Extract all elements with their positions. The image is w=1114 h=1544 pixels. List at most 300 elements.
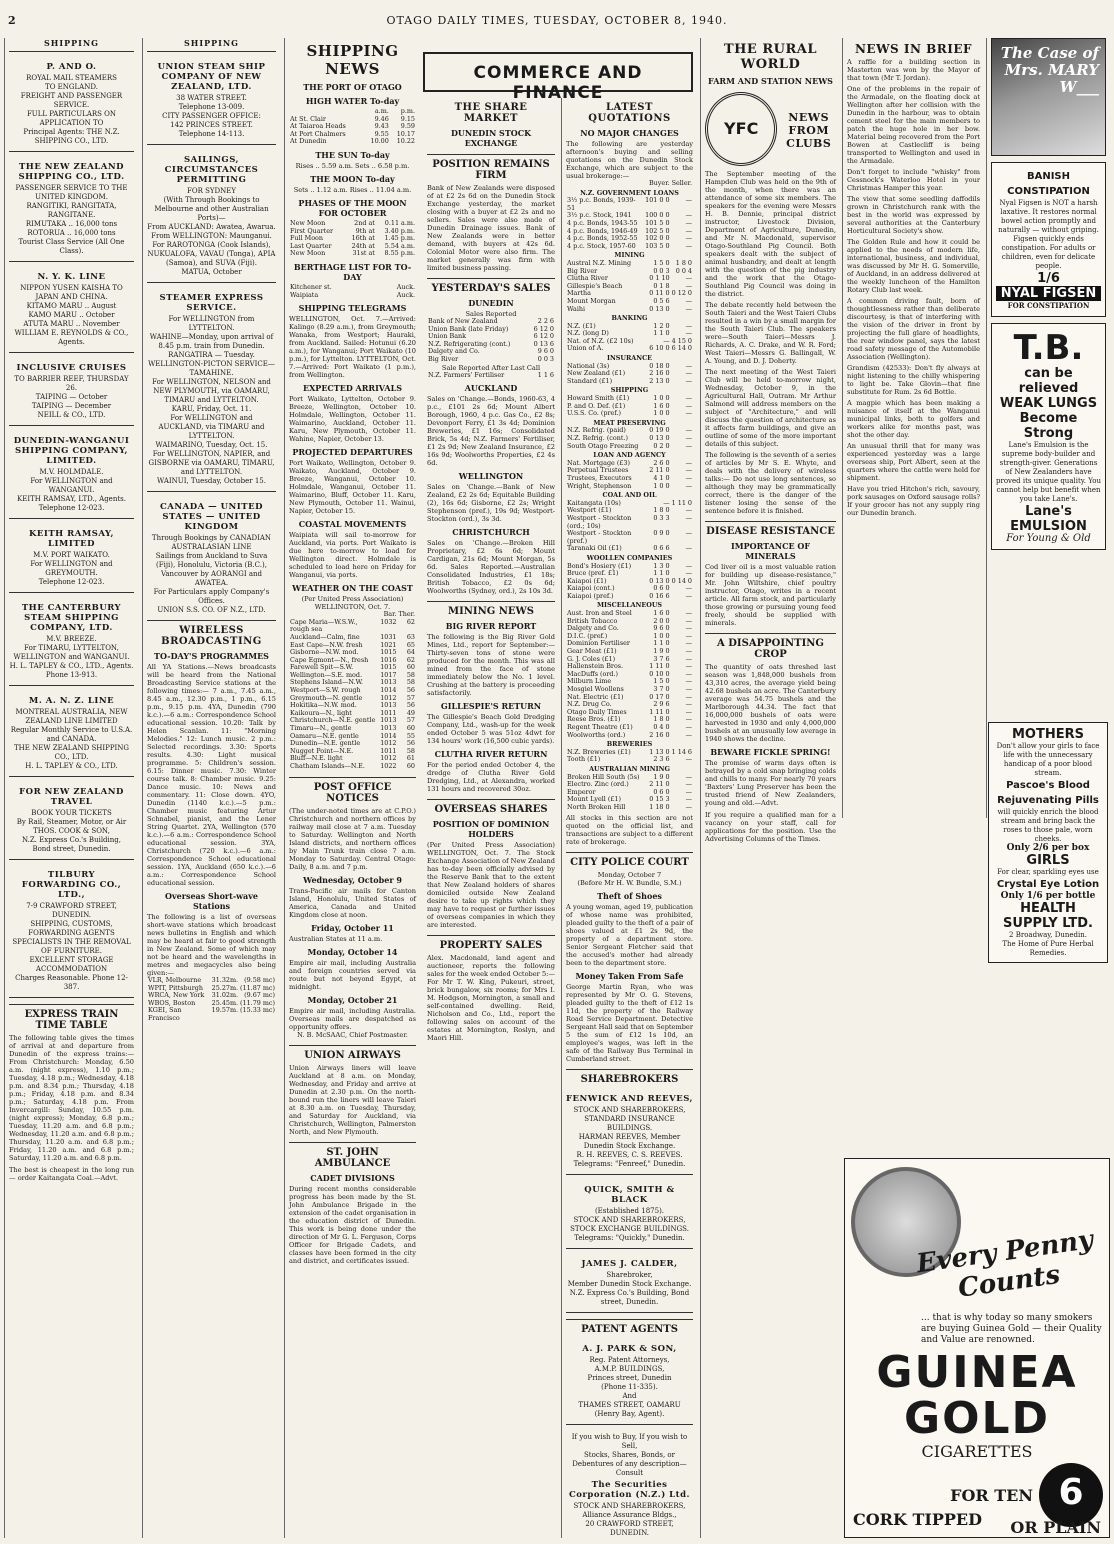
quote-cell: Nat. of N.Z. (£2 10s)	[567, 336, 634, 345]
mothers-text: Don't allow your girls to face life with the unnecessary handicap of a poor blood stream.	[996, 742, 1100, 777]
table-cell: 63	[406, 632, 415, 641]
ad-line: For WELLINGTON from LYTTELTON.	[168, 315, 255, 332]
quote-cell: North Broken Hill	[567, 802, 626, 811]
nyal-title: NYAL FIGSEN	[996, 286, 1101, 301]
quote-cell: Bond's Hosiery (£1)	[567, 561, 632, 570]
theft-text: A young woman, aged 19, publication of whose name was prohibited, pleaded guilty to the theft of a pair of shoes valued at £1 2s 9d, the property of a department store. Senior Sergeant Fletcher said that the accused's mother had already been to the department store.	[566, 902, 693, 967]
table-cell: 6 12 0	[533, 332, 554, 341]
table-cell: 31st at	[352, 249, 375, 258]
ad-line: FOR SYDNEY	[187, 187, 236, 195]
table-row	[147, 1007, 276, 1022]
table-cell: 1011	[380, 708, 397, 717]
table-cell: Hokitika—N.W. mod.	[290, 701, 357, 710]
union-airways-heading: UNION AIRWAYS	[289, 1045, 416, 1061]
broker-line: STOCK AND SHAREBROKERS,	[573, 1105, 686, 1114]
quote-cell: U.S.S. Co. (pref.)	[567, 409, 621, 418]
table-cell: Auckland—Calm, fine	[290, 632, 360, 641]
quote-cell: Milburn Lime	[567, 677, 612, 686]
girls-heading: GIRLS	[1026, 853, 1070, 868]
column-share-market	[423, 98, 559, 1538]
train-foot: The best is cheapest in the long run — order Kaitangata Coal.—Advt.	[9, 1166, 134, 1182]
quote-cell: Trustees, Executors	[567, 473, 632, 482]
table-cell: 9.15	[400, 114, 415, 123]
table-cell: 9.59	[400, 122, 415, 131]
column-rural-world	[700, 38, 840, 1538]
ad-line: Regular Monthly Service to U.S.A. and CANADA.	[10, 726, 133, 743]
table-cell: 60	[406, 762, 415, 770]
gillespie-heading: GILLESPIE'S RETURN	[440, 701, 542, 712]
table-row	[427, 372, 555, 380]
quote-cell: 1 8 0	[653, 506, 670, 515]
crop-heading: A DISAPPOINTING CROP	[705, 633, 836, 660]
quote-cell: Wright, Stephenson	[567, 481, 632, 490]
quote-cell: —	[685, 584, 692, 593]
union-airways-text: Union Airways liners will leave Auckland at 8 a.m. on Monday, Wednesday, and Friday and arrive at Dunedin at 2.30 p.m. On the north-bound run the liners will leave Taieri at 8.30 a.m. on Tuesday, Thursday, and Saturday for Auckland, via Christchurch, Wellington, Palmerston North, and New Plymouth.	[289, 1063, 416, 1136]
ad-line: For WELLINGTON and WANGANUI.	[30, 477, 113, 494]
quote-cell: 1 5 0	[653, 258, 670, 267]
quote-cell: 0 13 0	[649, 576, 670, 585]
table-cell: Dunedin—N.E. gentle	[290, 739, 361, 748]
nyal-price: 1/6	[1037, 271, 1060, 286]
brief-4: The view that some seedling daffodils grown in Christchurch rank with the best in the world was expressed by several authorities at the Canterbury Horticultural Society's show.	[847, 195, 980, 235]
quote-cell: —	[663, 498, 670, 507]
ad-line: PASSENGER SERVICE TO THE UNITED KINGDOM.	[15, 184, 128, 201]
position-text: Bank of New Zealands were disposed of at £2 2s 6d on the Dunedin Stock Exchange yesterday, the market closing with a buyer at £2 2s and no sellers. Sales were also made of Dunedin Drainage issues. Bank of New Zealands were in better demand, with buyers at 42s 6d. Colonial Motor were also firm. The market generally was firm with limited business passing.	[427, 184, 555, 272]
quote-cell: 3 7 0	[653, 685, 670, 693]
patent-title: A. J. PARK & SON,	[582, 1343, 677, 1354]
quote-cell: 2 13 0	[649, 376, 670, 385]
ad-title: KEITH RAMSAY, LIMITED	[29, 529, 114, 549]
quote-cell: Reese Bros. (£1)	[567, 715, 621, 724]
quote-cell: 4 p.c. Bonds, 1946-49	[567, 226, 638, 235]
table-cell: VLR, Melbourne	[148, 976, 202, 984]
securities-line: 20 CRAWFORD STREET, DUNEDIN.	[585, 1519, 674, 1537]
table-cell: (15.33 mc)	[240, 1006, 275, 1015]
quote-cell: —	[685, 481, 692, 490]
ad-line: EXCELLENT STORAGE ACCOMMODATION	[29, 956, 114, 973]
ad-title: SAILINGS, CIRCUMSTANCES PERMITTING	[164, 155, 259, 185]
ad-block	[147, 496, 276, 621]
ad-line: UNION S.S. CO. OF N.Z., LTD.	[157, 606, 266, 614]
ad-line: Principal Agents: THE N.Z. SHIPPING CO., LTD.	[23, 128, 120, 145]
securities-title: The Securities Corporation (N.Z.) Ltd.	[569, 1479, 690, 1500]
table-cell: 1013	[380, 724, 397, 733]
table-cell: 1022	[380, 762, 397, 770]
sharebrokers-heading: SHAREBROKERS	[566, 1069, 693, 1085]
page-number: 2	[8, 14, 16, 27]
quote-cell: —	[685, 685, 692, 693]
table-header	[566, 180, 693, 188]
ad-line: From AUCKLAND: Awatea, Awarua.	[147, 223, 276, 231]
ad-block	[9, 266, 134, 353]
ad-line: SPECIALISTS IN THE REMOVAL OF FURNITURE.	[12, 938, 131, 955]
girls-text: For clear, sparkling eyes use	[997, 868, 1099, 876]
union-ads	[147, 56, 276, 621]
disease-heading: DISEASE RESISTANCE	[705, 521, 836, 537]
cork-tipped: CORK TIPPED	[853, 1510, 982, 1529]
table-cell: Auck.	[396, 282, 415, 291]
ad-line: ROYAL MAIL STEAMERS	[26, 74, 117, 82]
patent-line: A.M.P. BUILDINGS,	[594, 1364, 665, 1373]
cadet-heading: CADET DIVISIONS	[310, 1172, 395, 1183]
table-cell: 1013	[380, 716, 397, 725]
quote-cell: 1 8 0	[653, 715, 670, 724]
table-cell: Stephens Island—N.W.	[290, 678, 364, 687]
auckland-text: Sales on 'Change.—Bonds, 1960-63, 4 p.c., £101 2s 6d; Mount Albert Borough, 1960, 4 p.c. Gas Co., £2 8s; Devonport Ferry, £1 3s 4d; Dominion Breweries, £1 16s; Consolidated Brick, 5s 4d; N.Z. Farmers' Fertiliser, £1 2s 9d; New Zealand Insurance, £2 16s 9d; Woolworths Properties, £2 4s 6d.	[427, 395, 555, 468]
quote-cell: —	[685, 441, 692, 450]
mothers-heading: MOTHERS	[1012, 727, 1084, 742]
property-heading: PROPERTY SALES	[427, 935, 555, 951]
ad-title: FOR NEW ZEALAND TRAVEL	[19, 787, 124, 807]
table-cell: 1032	[380, 617, 397, 626]
table-cell: Auck.	[396, 290, 415, 299]
header-cell: p.m.	[400, 107, 415, 115]
table-cell: 65	[406, 640, 415, 649]
table-cell: 6 12 0	[533, 324, 554, 333]
quote-cell: —	[685, 616, 692, 625]
quote-cell: National (3s)	[567, 361, 610, 370]
header-cell: Ther.	[398, 610, 415, 619]
ad-line: Bond street, Dunedin.	[32, 845, 111, 853]
quote-cell: 0 0 3	[653, 266, 670, 275]
ad-line: For RAROTONGA (Cook Islands), NUKUALOFA, VAVAU (Tonga), APIA (Samoa), and SUVA (Fiji).	[147, 241, 276, 267]
quote-cell: —	[685, 196, 692, 205]
broker-line: Member Dunedin Stock Exchange.	[567, 1279, 692, 1288]
header-cell	[566, 180, 644, 188]
ad-line: FULL PARTICULARS ON APPLICATION TO	[26, 110, 117, 127]
quote-cell: —	[685, 631, 692, 640]
brief-5: The Golden Rule and how it could be applied to the needs of modern life, international, business, and individual, was discussed by Mr H. G. Somerville, of Auckland, in an address delivered at the weekly luncheon of the Hamilton Rotary Club last week.	[847, 238, 980, 294]
quote-cell: —	[685, 730, 692, 739]
ad-line: TO ENGLAND.	[45, 83, 98, 91]
ad-line: For WELLINGTON, NAPIER, and GISBORNE via OAMARU, TIMARU, and LYTTELTON.	[148, 450, 275, 476]
ad-block	[9, 690, 134, 777]
table-cell: 10.00	[370, 137, 389, 146]
quote-cell: —	[685, 561, 692, 570]
ad-line: WAINUI, Tuesday, October 15.	[157, 477, 266, 485]
table-cell: 1012	[380, 693, 397, 702]
quote-cell: —	[685, 787, 692, 796]
quote-cell: —	[685, 544, 692, 553]
table-cell: 57	[406, 716, 415, 725]
table-cell: 1015	[380, 663, 397, 672]
quotations-intro: The following are yesterday afternoon's buying and selling quotations on the Dunedin Stock Exchange, which are subject to the usual brokerage:—	[566, 140, 693, 180]
shortwave-text: The following is a list of overseas short-wave stations which broadcast news bulletins in English and which may be heard at fair to good strength in New Zealand. Some of which may not be heard and the wavelengths in metres and megacycles also being given:—	[147, 913, 276, 977]
patent-line: And	[622, 1391, 637, 1400]
table-cell: 16th at	[351, 234, 375, 243]
table-cell: Last Quarter	[290, 241, 332, 250]
quote-cell: G. J. Coles (£1)	[567, 654, 616, 663]
ad-line: ATUTA MARU .. November	[23, 320, 120, 328]
ad-title: DUNEDIN-WANGANUI SHIPPING COMPANY, LIMITED.	[13, 436, 130, 466]
rural-text-2: The debate recently held between the South Taieri and the West Taieri Clubs resulted in a win by a small margin for the South Taieri Club. The speakers were—South Taieri—Messrs J. Richards, A. C. Drake, and W. R. Ford; West Taieri—Messrs G. Ballingall, W. A. Young, and D. J. Doherty.	[705, 301, 836, 365]
table-cell: New Moon	[290, 218, 326, 227]
section-heading: COAL AND OIL	[602, 491, 657, 500]
news-from-clubs: NEWS FROM CLUBS	[786, 110, 832, 150]
table-cell: 60	[406, 724, 415, 733]
ad-title: INCLUSIVE CRUISES	[16, 363, 127, 373]
quote-cell: 0 0 4	[675, 266, 692, 275]
nyal-sub: FOR CONSTIPATION	[1007, 301, 1090, 310]
section-heading: LOAN AND AGENCY	[593, 451, 666, 460]
telegrams-heading: SHIPPING TELEGRAMS	[298, 303, 407, 314]
table-cell: 1011	[380, 746, 397, 755]
table-cell: 1014	[380, 731, 397, 740]
quote-cell: New Zealand (£1)	[567, 369, 626, 378]
table-cell: Kitchener st.	[290, 282, 332, 291]
ad-line: THE NEW ZEALAND SHIPPING CO., LTD.	[13, 744, 130, 761]
quote-cell: —	[685, 692, 692, 701]
shortwave-table	[147, 977, 276, 1023]
quote-cell: 3 7 6	[653, 654, 670, 663]
ad-line: 142 PRINCES STREET.	[170, 121, 253, 129]
quote-cell: Dominion Fertiliser	[567, 639, 630, 648]
quote-row	[566, 306, 693, 314]
quote-cell: 1 1 0	[653, 639, 670, 648]
ad-line: Telephone 14-113.	[178, 130, 245, 138]
quote-cell: —	[685, 654, 692, 663]
quote-cell: Howard Smith (£1)	[567, 394, 630, 403]
expected-arrivals-text: Port Waikato, Lyttelton, October 9. Breeze, Wellington, October 10. Holmdale, Wellington, October 11. Waimarino, Auckland, October 11. Karu, New Plymouth, October 11. Wahine, Napier, October 13.	[289, 395, 416, 444]
table-cell: Union Bank	[428, 332, 467, 341]
guinea-gold-ad	[844, 1158, 1110, 1538]
quote-cell: Austral N.Z. Mining	[567, 258, 632, 267]
quote-cell: Waihi	[567, 304, 586, 313]
clutha-text: For the period ended October 4, the dredge of Clutha River Gold Dredging, Ltd., at Alexandra, worked 131 hours and recovered 30oz.	[427, 761, 555, 794]
quote-cell: —	[685, 569, 692, 578]
table-cell: 2nd at	[354, 218, 375, 227]
table-cell: Oamaru—N.E. gentle	[290, 731, 359, 740]
quote-cell: —	[685, 394, 692, 403]
quote-cell: 0 6 0	[653, 787, 670, 796]
po-mon21-text: Empire air mail, including Australia. Overseas mails are despatched as opportunity offers.	[289, 1006, 416, 1031]
quote-cell: —	[685, 609, 692, 618]
quote-cell: 4 p.c. Stock, 1957-60	[567, 241, 636, 250]
table-cell: 3.40 p.m.	[384, 226, 415, 235]
table-cell: 1013	[380, 701, 397, 710]
table-cell: At Taiaroa Heads	[290, 122, 346, 131]
quote-cell: —	[685, 755, 692, 764]
fickle-text: The promise of warm days often is betrayed by a cold snap bringing colds and chills to many. For nearly 70 years 'Baxters' Lung Preserver has been the trusted friend of New Zealanders, young and old.—Advt.	[705, 759, 836, 807]
lanes-ad	[991, 323, 1106, 550]
po-fri-text: Australian States at 11 a.m.	[289, 934, 383, 943]
quote-cell: Woolworths (ord.)	[567, 730, 626, 739]
table-cell: WPIT, Pittsburgh	[148, 983, 204, 992]
quote-cell: —	[685, 426, 692, 435]
table-row	[289, 763, 416, 771]
broker-line: STOCK EXCHANGE BUILDINGS.	[570, 1224, 689, 1233]
table-cell: 5.54 a.m.	[384, 241, 415, 250]
po-wed-heading: Wednesday, October 9	[303, 874, 402, 885]
quote-cell: 1 1 0	[653, 329, 670, 338]
quote-cell: 1 11 0	[671, 498, 692, 507]
quote-cell: 0 2 0	[653, 441, 670, 450]
broker-title: JAMES J. CALDER,	[581, 1258, 678, 1269]
wireless-subheading: TO-DAY'S PROGRAMMES	[154, 651, 269, 661]
quote-cell: 2 11 0	[649, 466, 670, 475]
ad-line: H. L. TAPLEY & CO., LTD.	[25, 762, 118, 770]
ad-block	[9, 357, 134, 426]
nyal-heading: BANISH CONSTIPATION	[1007, 171, 1090, 197]
broker-title: QUICK, SMITH & BLACK	[584, 1184, 675, 1205]
quote-cell: Kaiapoi (pref.)	[567, 591, 614, 600]
broker-line: STOCK AND SHAREBROKERS,	[573, 1215, 686, 1224]
quote-cell: Dalgety and Co.	[567, 624, 619, 633]
table-cell: 10.17	[396, 129, 415, 138]
dunedin-heading: DUNEDIN	[468, 298, 514, 308]
table-cell: 1014	[380, 686, 397, 695]
quote-cell: —	[685, 241, 692, 250]
ad-block	[147, 56, 276, 145]
crop-text: The quantity of oats threshed last season was 1,848,000 bushels from 43,310 acres, the average yield being 42.68 bushels an acre. The Canterbury average was 54.75 bushels and the Marlborough 44.34. The fact that 16,000,000 bushels of oats were harvested in 1930 and only 4,000,000 bushels at an unusually low average in 1940 shows the decline.	[705, 663, 836, 743]
quote-cell: Standard (£1)	[567, 376, 613, 385]
quote-cell: P. and O. Def. (£1)	[567, 401, 626, 410]
table-cell: 9.43	[374, 122, 389, 131]
health-supply-address: 2 Broadway, Dunedin.	[1009, 931, 1087, 939]
securities-line: Consult	[615, 1468, 644, 1477]
securities-line: If you wish to Buy, If you wish to Sell,	[571, 1432, 688, 1450]
quote-cell: 1 0 0	[653, 409, 670, 418]
table-cell: (11.79 mc)	[240, 998, 275, 1007]
column-shipping-news	[284, 38, 420, 1538]
quote-cell: 2 0 0	[653, 616, 670, 625]
ad-line: MATUA, October	[181, 268, 242, 276]
ad-line: For TIMARU, LYTTELTON, WELLINGTON and WANGANUI.	[13, 644, 130, 661]
lanes-title: Lane's EMULSION	[1010, 504, 1087, 534]
lanes-sub: For Young & Old	[1006, 533, 1091, 544]
table-cell: Waipiata	[290, 290, 319, 299]
weather-heading: WEATHER ON THE COAST	[292, 583, 413, 594]
vacancy-text: If you require a qualified man for a vacancy on your staff, call for applications for the position. Use the Advertising Columns of the Times.	[705, 811, 836, 843]
departures-heading: PROJECTED DEPARTURES	[292, 447, 413, 458]
brokers-list	[566, 1088, 693, 1313]
table-cell: 56	[406, 739, 415, 748]
table-cell: Wellington—S.E. mod.	[290, 670, 363, 679]
quote-cell: Gear Meat (£1)	[567, 647, 617, 656]
quotations-heading: LATEST QUOTATIONS	[588, 102, 671, 124]
po-wed-text: Trans-Pacific air mails for Canton Island, Honolulu, United States of America, Canada and United Kingdom close at noon.	[289, 886, 416, 919]
quote-cell: 1 18 0	[649, 802, 670, 811]
ad-line: From WELLINGTON: Maunganui.	[151, 232, 272, 240]
ad-line: THOS. COOK & SON,	[33, 827, 110, 835]
quote-cell: 9 6 0	[653, 624, 670, 633]
mining-heading: MINING NEWS	[427, 601, 555, 617]
quote-cell: Otago Daily Times	[567, 707, 627, 716]
quote-cell: —	[685, 624, 692, 633]
ad-line: ROTORUA .. 16,000 tons	[27, 229, 116, 237]
quote-cell: Hallenstein Bros.	[567, 662, 624, 671]
moon-heading: THE MOON To-day	[310, 173, 395, 184]
quote-cell: 2 16 0	[649, 730, 670, 739]
quote-row	[566, 443, 693, 451]
ad-line: WELLINGTON-PICTON SERVICE—TAMAHINE.	[148, 360, 275, 377]
quote-cell: —	[685, 802, 692, 811]
quote-cell: 1 0 0	[653, 481, 670, 490]
health-supply-sub: The Home of Pure Herbal Remedies.	[1002, 940, 1094, 957]
table-cell: KGEI, San Francisco	[148, 1006, 182, 1022]
table-row	[289, 250, 416, 258]
column-heading: SHIPPING	[9, 38, 134, 52]
broker-line: Telegrams: "Quickly," Dunedin.	[574, 1233, 685, 1242]
quote-cell: 0 9 0	[653, 529, 670, 538]
broker-line: R. H. REEVES, C. S. REEVES.	[576, 1150, 683, 1159]
phases-table	[289, 220, 416, 258]
tb-heading: T.B.	[1013, 328, 1084, 368]
table-row	[289, 292, 416, 300]
berthage-table	[289, 284, 416, 299]
st-john-heading: ST. JOHN AMBULANCE	[289, 1142, 416, 1169]
table-cell: 8.55 p.m.	[384, 249, 415, 258]
ad-line: WILLIAM E. REYNOLDS & CO., Agents.	[14, 329, 129, 346]
quote-cell: 2 9 6	[653, 700, 670, 709]
after-call-table	[427, 372, 555, 380]
brief-7: Grandism (42533): Don't fly always at night listening to the chilly whispering to light be. Take Glovin—that fine substitute for Rum. 2s 6d Bottle.	[847, 364, 980, 396]
quote-cell: 0 10 0	[649, 669, 670, 678]
cigarettes-label: CIGARETTES	[921, 1442, 1033, 1461]
quote-row	[566, 732, 693, 740]
nyal-ad	[991, 162, 1106, 317]
ad-line: (With Through Bookings to Melbourne and other Australian Ports)—	[154, 196, 269, 222]
table-row	[289, 138, 416, 146]
quote-row	[566, 378, 693, 386]
auckland-heading: AUCKLAND	[464, 383, 518, 394]
ad-line: For WELLINGTON and AUCKLAND, via TIMARU and LYTTELTON.	[158, 414, 265, 440]
quote-cell: —	[685, 329, 692, 338]
quote-cell: 0 17 0	[649, 692, 670, 701]
quote-cell: British Tobacco	[567, 616, 618, 625]
table-cell: Farewell Spit—S.W.	[290, 663, 354, 672]
broker-title: FENWICK AND REEVES,	[566, 1093, 694, 1104]
share-market-heading: THE SHARE MARKET	[454, 102, 528, 124]
ad-line: RANGITIKI, RANGITATA, RANGITANE.	[26, 202, 117, 219]
rural-text-3: The next meeting of the West Taieri Club will be held to-morrow night, Wednesday, October 9, in the Agricultural Hall, Outram. Mr Arthur Salmond will address members on the subject of "Architecture," and will discuss the question of architecture as it affects farm buildings, and give an outline of some of the more important details of this subject.	[705, 368, 836, 448]
for-ten: FOR TEN	[950, 1486, 1033, 1505]
wellington-heading: WELLINGTON	[458, 471, 524, 482]
po-mon-heading: Monday, October 14	[307, 946, 398, 957]
quote-cell: 0 3 3	[653, 513, 670, 522]
quote-cell: 1 6 0	[653, 401, 670, 410]
farm-station-heading: FARM AND STATION NEWS	[708, 76, 833, 86]
quote-cell: 1 1 0	[653, 569, 670, 578]
quote-cell: —	[685, 434, 692, 442]
guinea-script: Every Penny Counts	[914, 1224, 1095, 1304]
brief-6: A common driving fault, born of thoughtlessness rather than deliberate discourtesy, is that of interfering with the vision of the driver in front by projecting the full glare of headlights, the rear window panel, says the latest road safety message of the Automobile Association (Wellington).	[847, 297, 980, 361]
quote-cell: N.Z. Breweries (£1)	[567, 747, 631, 756]
table-cell: 1031	[380, 632, 397, 641]
ad-line: Tourist Class Service (All One Class).	[18, 238, 125, 255]
quote-cell: —	[663, 336, 670, 345]
patent-line: THAMES STREET, OAMARU	[578, 1400, 681, 1409]
table-cell: 25.27m.	[211, 983, 239, 992]
ad-line: CITY PASSENGER OFFICE:	[162, 112, 261, 120]
quote-cell: N.Z. Drug Co.	[567, 700, 612, 709]
quote-cell: 0 11 0	[649, 289, 670, 298]
ad-line: N.Z. Express Co.'s Building,	[21, 836, 121, 844]
table-cell: 0 0 3	[537, 354, 554, 363]
header-cell: a.m.	[374, 107, 389, 115]
ad-line: NIPPON YUSEN KAISHA TO JAPAN AND CHINA.	[20, 284, 123, 301]
table-cell: 9 6 0	[537, 347, 554, 356]
section-heading: SHIPPING	[610, 386, 649, 395]
ad-line: 38 WATER STREET.	[176, 94, 247, 102]
quote-cell: 1 3 0	[653, 561, 670, 570]
quote-cell: —	[685, 304, 692, 313]
ad-line: WAIMARINO, Tuesday, Oct. 15.	[155, 441, 268, 449]
shipping-news-heading: SHIPPING NEWS	[306, 42, 399, 78]
table-cell: WRCA, New York	[148, 991, 205, 1000]
quote-cell: Nat. Electric (£1)	[567, 692, 624, 701]
section-heading: N.Z. GOVERNMENT LOANS	[580, 188, 679, 197]
